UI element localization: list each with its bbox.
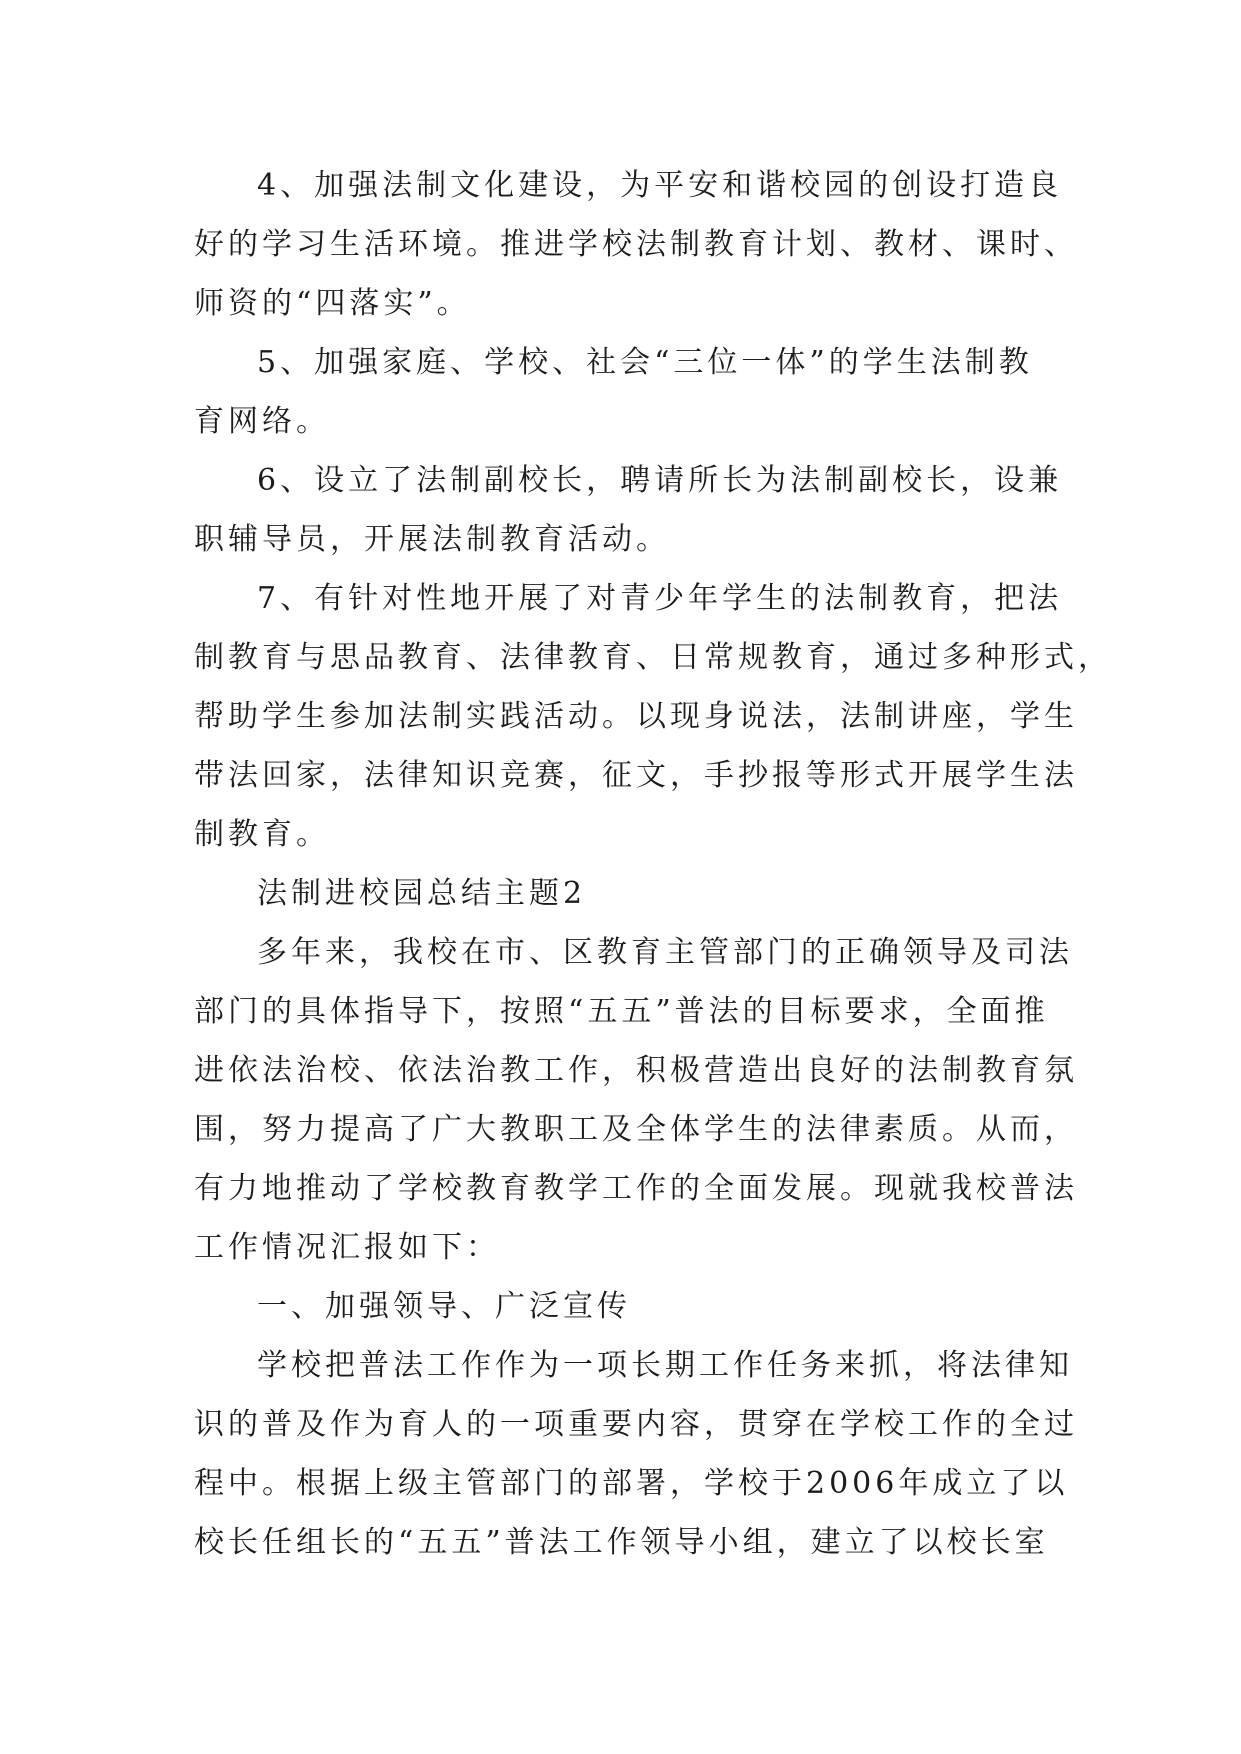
text-line: 学校把普法工作作为一项长期工作任务来抓，将法律知 [257,1348,1073,1383]
paragraph-item-6 [194,451,1114,569]
text-line: 部门的具体指导下，按照“五五”普法的目标要求，全面推 [194,994,1049,1029]
text-line: 帮助学生参加法制实践活动。以现身说法，法制讲座，学生 [194,699,1078,734]
paragraph-item-5 [194,333,1114,451]
text-line: 围，努力提高了广大教职工及全体学生的法律素质。从而， [194,1112,1078,1147]
text-line: 6、设立了法制副校长，聘请所长为法制副校长，设兼 [257,463,1063,498]
text-line: 师资的“四落实”。 [194,286,471,321]
text-line: 4、加强法制文化建设，为平安和谐校园的创设打造良 [257,168,1063,203]
text-line: 制教育。 [194,817,330,852]
body-paragraph [194,1336,1114,1572]
text-line: 有力地推动了学校教育教学工作的全面发展。现就我校普法 [194,1171,1078,1206]
paragraph-item-7 [194,569,1114,864]
text-line: 5、加强家庭、学校、社会“三位一体”的学生法制教 [257,345,1033,380]
text-line: 7、有针对性地开展了对青少年学生的法制教育，把法 [257,581,1063,616]
intro-paragraph [194,923,1114,1277]
text-line: 进依法治校、依法治教工作，积极营造出良好的法制教育氛 [194,1053,1078,1088]
section-title: 法制进校园总结主题2 [257,876,587,911]
text-line: 带法回家，法律知识竞赛，征文，手抄报等形式开展学生法 [194,758,1078,793]
text-line: 好的学习生活环境。推进学校法制教育计划、教材、课时、 [194,227,1078,262]
subsection-heading: 一、加强领导、广泛宣传 [257,1289,631,1324]
document-body [194,156,1114,1572]
text-line: 识的普及作为育人的一项重要内容，贯穿在学校工作的全过 [194,1407,1078,1442]
text-line: 校长任组长的“五五”普法工作领导小组，建立了以校长室 [194,1525,1049,1560]
paragraph-item-4 [194,156,1114,333]
text-line: 多年来，我校在市、区教育主管部门的正确领导及司法 [257,935,1073,970]
text-line: 职辅导员，开展法制教育活动。 [194,522,670,557]
text-line: 制教育与思品教育、法律教育、日常规教育，通过多种形式， [194,640,1112,675]
text-line: 工作情况汇报如下： [194,1230,500,1265]
text-line: 程中。根据上级主管部门的部署，学校于2006年成立了以 [194,1466,1069,1501]
text-line: 育网络。 [194,404,330,439]
